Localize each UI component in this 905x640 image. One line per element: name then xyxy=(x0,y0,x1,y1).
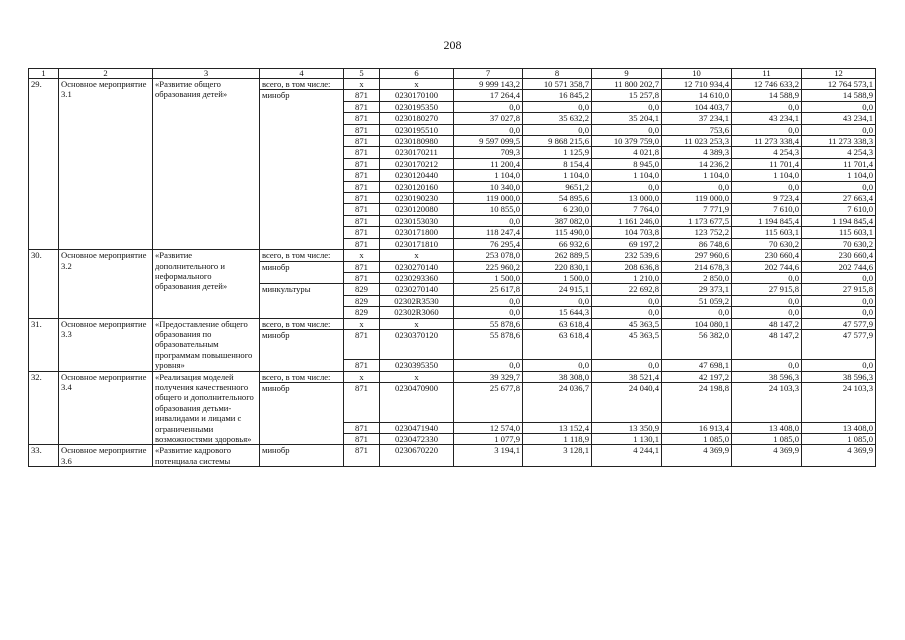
amount-cell: 1 104,0 xyxy=(523,170,592,181)
executor-label: минкультуры xyxy=(260,284,344,318)
amount-cell: 0,0 xyxy=(802,360,876,371)
amount-cell: 11 800 202,7 xyxy=(592,79,662,90)
budget-code: 0230120080 xyxy=(380,204,454,215)
amount-cell: 0,0 xyxy=(732,101,802,112)
amount-cell: 4 021,8 xyxy=(592,147,662,158)
grbs-code: 871 xyxy=(344,158,380,169)
amount-cell: 225 960,2 xyxy=(454,261,523,272)
amount-cell: 13 408,0 xyxy=(802,422,876,433)
amount-cell: 47 577,9 xyxy=(802,318,876,329)
amount-cell: 0,0 xyxy=(523,360,592,371)
grbs-code: 871 xyxy=(344,261,380,272)
amount-cell: 14 236,2 xyxy=(662,158,732,169)
grbs-code: 871 xyxy=(344,90,380,101)
amount-cell: 0,0 xyxy=(732,360,802,371)
amount-cell: 9 999 143,2 xyxy=(454,79,523,90)
amount-cell: 119 000,0 xyxy=(454,193,523,204)
amount-cell: 10 855,0 xyxy=(454,204,523,215)
amount-cell: 1 104,0 xyxy=(592,170,662,181)
grbs-code: 871 xyxy=(344,147,380,158)
executor-label: минобр xyxy=(260,382,344,444)
column-number: 1 xyxy=(29,69,59,79)
amount-cell: 9 597 099,5 xyxy=(454,136,523,147)
grbs-code: 871 xyxy=(344,238,380,249)
row-number: 30. xyxy=(29,250,59,318)
amount-cell: 54 895,6 xyxy=(523,193,592,204)
executor-label: всего, в том числе: xyxy=(260,250,344,261)
amount-cell: 38 596,3 xyxy=(732,371,802,382)
amount-cell: 24 040,4 xyxy=(592,382,662,422)
amount-cell: 0,0 xyxy=(802,101,876,112)
budget-code: 0230120440 xyxy=(380,170,454,181)
amount-cell: 3 194,1 xyxy=(454,445,523,467)
executor-label: всего, в том числе: xyxy=(260,79,344,90)
table-row xyxy=(29,371,876,382)
amount-cell: 45 363,5 xyxy=(592,329,662,359)
amount-cell: 0,0 xyxy=(523,295,592,306)
grbs-code: 871 xyxy=(344,272,380,283)
amount-cell: 230 660,4 xyxy=(732,250,802,261)
amount-cell: 0,0 xyxy=(592,360,662,371)
amount-cell: 1 130,1 xyxy=(592,434,662,445)
grbs-code: х xyxy=(344,371,380,382)
amount-cell: 104 080,1 xyxy=(662,318,732,329)
amount-cell: 27 915,8 xyxy=(802,284,876,295)
budget-code: 0230293360 xyxy=(380,272,454,283)
column-number-row xyxy=(29,69,876,79)
amount-cell: 1 085,0 xyxy=(732,434,802,445)
amount-cell: 1 104,0 xyxy=(662,170,732,181)
budget-code: 02302R3530 xyxy=(380,295,454,306)
event-name: Основное мероприятие 3.6 xyxy=(59,445,153,467)
amount-cell: 0,0 xyxy=(732,295,802,306)
budget-table xyxy=(28,68,876,467)
column-number: 9 xyxy=(592,69,662,79)
budget-code: 0230670220 xyxy=(380,445,454,467)
amount-cell: 24 036,7 xyxy=(523,382,592,422)
amount-cell: 0,0 xyxy=(454,215,523,226)
amount-cell: 47 577,9 xyxy=(802,329,876,359)
amount-cell: 70 630,2 xyxy=(732,238,802,249)
amount-cell: 1 104,0 xyxy=(732,170,802,181)
grbs-code: 829 xyxy=(344,284,380,295)
amount-cell: 38 521,4 xyxy=(592,371,662,382)
amount-cell: 37 027,8 xyxy=(454,113,523,124)
amount-cell: 118 247,4 xyxy=(454,227,523,238)
executor-label: минобр xyxy=(260,445,344,467)
amount-cell: 119 000,0 xyxy=(662,193,732,204)
amount-cell: 35 204,1 xyxy=(592,113,662,124)
amount-cell: 4 369,9 xyxy=(802,445,876,467)
amount-cell: 1 077,9 xyxy=(454,434,523,445)
budget-code: 0230370120 xyxy=(380,329,454,359)
amount-cell: 12 710 934,4 xyxy=(662,79,732,90)
amount-cell: 13 350,9 xyxy=(592,422,662,433)
amount-cell: 12 764 573,1 xyxy=(802,79,876,90)
amount-cell: 0,0 xyxy=(592,124,662,135)
column-number: 3 xyxy=(153,69,260,79)
amount-cell: 4 244,1 xyxy=(592,445,662,467)
amount-cell: 1 104,0 xyxy=(454,170,523,181)
amount-cell: 24 103,3 xyxy=(732,382,802,422)
grbs-code: 871 xyxy=(344,136,380,147)
amount-cell: 123 752,2 xyxy=(662,227,732,238)
grbs-code: 871 xyxy=(344,329,380,359)
budget-code: 0230180980 xyxy=(380,136,454,147)
amount-cell: 1 085,0 xyxy=(662,434,732,445)
program-name: «Развитие дополнительного и неформального образования детей» xyxy=(153,250,260,318)
budget-code: 0230153030 xyxy=(380,215,454,226)
column-number: 11 xyxy=(732,69,802,79)
amount-cell: 16 913,4 xyxy=(662,422,732,433)
program-name: «Развитие общего образования детей» xyxy=(153,79,260,250)
amount-cell: 7 764,0 xyxy=(592,204,662,215)
amount-cell: 14 588,9 xyxy=(732,90,802,101)
column-number: 7 xyxy=(454,69,523,79)
amount-cell: 25 677,8 xyxy=(454,382,523,422)
amount-cell: 0,0 xyxy=(592,307,662,318)
amount-cell: 9651,2 xyxy=(523,181,592,192)
grbs-code: 829 xyxy=(344,307,380,318)
amount-cell: 14 610,0 xyxy=(662,90,732,101)
amount-cell: 0,0 xyxy=(454,307,523,318)
column-number: 10 xyxy=(662,69,732,79)
column-number: 2 xyxy=(59,69,153,79)
grbs-code: 871 xyxy=(344,382,380,422)
event-name: Основное мероприятие 3.1 xyxy=(59,79,153,250)
amount-cell: 29 373,1 xyxy=(662,284,732,295)
amount-cell: 753,6 xyxy=(662,124,732,135)
amount-cell: 0,0 xyxy=(523,124,592,135)
column-number: 12 xyxy=(802,69,876,79)
amount-cell: 13 152,4 xyxy=(523,422,592,433)
grbs-code: 871 xyxy=(344,204,380,215)
table-row xyxy=(29,250,876,261)
amount-cell: 42 197,2 xyxy=(662,371,732,382)
amount-cell: 0,0 xyxy=(802,295,876,306)
amount-cell: 0,0 xyxy=(732,181,802,192)
amount-cell: 10 340,0 xyxy=(454,181,523,192)
executor-label: минобр xyxy=(260,261,344,284)
column-number: 6 xyxy=(380,69,454,79)
budget-code: 0230170211 xyxy=(380,147,454,158)
program-name: «Предоставление общего образования по образовательным программам повышенного уровня» xyxy=(153,318,260,371)
grbs-code: 871 xyxy=(344,193,380,204)
budget-code: 0230171810 xyxy=(380,238,454,249)
amount-cell: 115 603,1 xyxy=(802,227,876,238)
amount-cell: 232 539,6 xyxy=(592,250,662,261)
amount-cell: 115 490,0 xyxy=(523,227,592,238)
amount-cell: 208 636,8 xyxy=(592,261,662,272)
amount-cell: 214 678,3 xyxy=(662,261,732,272)
grbs-code: 871 xyxy=(344,445,380,467)
amount-cell: 0,0 xyxy=(454,360,523,371)
amount-cell: 11 701,4 xyxy=(802,158,876,169)
amount-cell: 8 154,4 xyxy=(523,158,592,169)
amount-cell: 387 082,0 xyxy=(523,215,592,226)
budget-code: 0230395350 xyxy=(380,360,454,371)
amount-cell: 4 254,3 xyxy=(732,147,802,158)
amount-cell: 63 618,4 xyxy=(523,318,592,329)
amount-cell: 9 868 215,6 xyxy=(523,136,592,147)
amount-cell: 6 230,0 xyxy=(523,204,592,215)
row-number: 32. xyxy=(29,371,59,445)
amount-cell: 48 147,2 xyxy=(732,329,802,359)
amount-cell: 1 194 845,4 xyxy=(732,215,802,226)
amount-cell: 1 500,0 xyxy=(523,272,592,283)
amount-cell: 63 618,4 xyxy=(523,329,592,359)
budget-code: 0230180270 xyxy=(380,113,454,124)
budget-code: 0230190230 xyxy=(380,193,454,204)
budget-code: 0230171800 xyxy=(380,227,454,238)
amount-cell: 9 723,4 xyxy=(732,193,802,204)
amount-cell: 1 161 246,0 xyxy=(592,215,662,226)
amount-cell: 14 588,9 xyxy=(802,90,876,101)
amount-cell: 7 771,9 xyxy=(662,204,732,215)
grbs-code: 871 xyxy=(344,124,380,135)
amount-cell: 0,0 xyxy=(662,307,732,318)
budget-code: х xyxy=(380,250,454,261)
amount-cell: 1 104,0 xyxy=(802,170,876,181)
amount-cell: 4 369,9 xyxy=(662,445,732,467)
amount-cell: 24 915,1 xyxy=(523,284,592,295)
amount-cell: 37 234,1 xyxy=(662,113,732,124)
amount-cell: 17 264,4 xyxy=(454,90,523,101)
grbs-code: х xyxy=(344,318,380,329)
amount-cell: 10 571 358,7 xyxy=(523,79,592,90)
amount-cell: 16 845,2 xyxy=(523,90,592,101)
amount-cell: 76 295,4 xyxy=(454,238,523,249)
amount-cell: 11 701,4 xyxy=(732,158,802,169)
event-name: Основное мероприятие 3.2 xyxy=(59,250,153,318)
row-number: 31. xyxy=(29,318,59,371)
amount-cell: 4 254,3 xyxy=(802,147,876,158)
amount-cell: 56 382,0 xyxy=(662,329,732,359)
grbs-code: 871 xyxy=(344,434,380,445)
amount-cell: 11 200,4 xyxy=(454,158,523,169)
amount-cell: 0,0 xyxy=(732,307,802,318)
amount-cell: 0,0 xyxy=(592,181,662,192)
amount-cell: 43 234,1 xyxy=(802,113,876,124)
budget-code: 0230120160 xyxy=(380,181,454,192)
program-name: «Реализация моделей получения качественного общего и дополнительного образования детьми-инвалидами и лицами с ограниченными возможностями здоровья» xyxy=(153,371,260,445)
amount-cell: 104 403,7 xyxy=(662,101,732,112)
budget-code: 0230471940 xyxy=(380,422,454,433)
page-number: 208 xyxy=(443,38,462,52)
amount-cell: 0,0 xyxy=(592,295,662,306)
amount-cell: 38 596,3 xyxy=(802,371,876,382)
program-name: «Развитие кадрового потенциала системы xyxy=(153,445,260,467)
amount-cell: 0,0 xyxy=(454,295,523,306)
amount-cell: 43 234,1 xyxy=(732,113,802,124)
amount-cell: 1 173 677,5 xyxy=(662,215,732,226)
grbs-code: х xyxy=(344,250,380,261)
amount-cell: 104 703,8 xyxy=(592,227,662,238)
grbs-code: х xyxy=(344,79,380,90)
amount-cell: 35 632,2 xyxy=(523,113,592,124)
amount-cell: 12 574,0 xyxy=(454,422,523,433)
amount-cell: 297 960,6 xyxy=(662,250,732,261)
amount-cell: 66 932,6 xyxy=(523,238,592,249)
amount-cell: 0,0 xyxy=(454,101,523,112)
executor-label: всего, в том числе: xyxy=(260,318,344,329)
amount-cell: 22 692,8 xyxy=(592,284,662,295)
amount-cell: 709,3 xyxy=(454,147,523,158)
column-number: 4 xyxy=(260,69,344,79)
amount-cell: 253 078,0 xyxy=(454,250,523,261)
budget-code: 0230472330 xyxy=(380,434,454,445)
amount-cell: 8 945,0 xyxy=(592,158,662,169)
grbs-code: 871 xyxy=(344,422,380,433)
amount-cell: 11 273 338,4 xyxy=(732,136,802,147)
amount-cell: 0,0 xyxy=(802,272,876,283)
amount-cell: 38 308,0 xyxy=(523,371,592,382)
amount-cell: 55 878,6 xyxy=(454,329,523,359)
amount-cell: 2 850,0 xyxy=(662,272,732,283)
amount-cell: 11 273 338,3 xyxy=(802,136,876,147)
budget-code: х xyxy=(380,371,454,382)
amount-cell: 25 617,8 xyxy=(454,284,523,295)
event-name: Основное мероприятие 3.3 xyxy=(59,318,153,371)
amount-cell: 86 748,6 xyxy=(662,238,732,249)
grbs-code: 871 xyxy=(344,101,380,112)
amount-cell: 13 000,0 xyxy=(592,193,662,204)
amount-cell: 262 889,5 xyxy=(523,250,592,261)
grbs-code: 871 xyxy=(344,227,380,238)
amount-cell: 3 128,1 xyxy=(523,445,592,467)
amount-cell: 0,0 xyxy=(523,101,592,112)
grbs-code: 871 xyxy=(344,181,380,192)
budget-code: х xyxy=(380,79,454,90)
amount-cell: 10 379 759,0 xyxy=(592,136,662,147)
amount-cell: 202 744,6 xyxy=(802,261,876,272)
amount-cell: 0,0 xyxy=(802,124,876,135)
grbs-code: 871 xyxy=(344,113,380,124)
amount-cell: 0,0 xyxy=(732,272,802,283)
budget-code: х xyxy=(380,318,454,329)
column-number: 8 xyxy=(523,69,592,79)
executor-label: минобр xyxy=(260,90,344,250)
amount-cell: 202 744,6 xyxy=(732,261,802,272)
amount-cell: 13 408,0 xyxy=(732,422,802,433)
amount-cell: 15 644,3 xyxy=(523,307,592,318)
amount-cell: 70 630,2 xyxy=(802,238,876,249)
amount-cell: 7 610,0 xyxy=(732,204,802,215)
amount-cell: 0,0 xyxy=(662,181,732,192)
budget-code: 0230170212 xyxy=(380,158,454,169)
amount-cell: 4 389,3 xyxy=(662,147,732,158)
amount-cell: 1 118,9 xyxy=(523,434,592,445)
budget-code: 02302R3060 xyxy=(380,307,454,318)
amount-cell: 55 878,6 xyxy=(454,318,523,329)
column-number: 5 xyxy=(344,69,380,79)
amount-cell: 0,0 xyxy=(802,181,876,192)
budget-code: 0230270140 xyxy=(380,284,454,295)
amount-cell: 47 698,1 xyxy=(662,360,732,371)
amount-cell: 0,0 xyxy=(802,307,876,318)
amount-cell: 1 194 845,4 xyxy=(802,215,876,226)
amount-cell: 11 023 253,3 xyxy=(662,136,732,147)
amount-cell: 24 103,3 xyxy=(802,382,876,422)
budget-code: 0230470900 xyxy=(380,382,454,422)
amount-cell: 27 663,4 xyxy=(802,193,876,204)
amount-cell: 230 660,4 xyxy=(802,250,876,261)
amount-cell: 115 603,1 xyxy=(732,227,802,238)
amount-cell: 220 830,1 xyxy=(523,261,592,272)
grbs-code: 829 xyxy=(344,295,380,306)
executor-label: всего, в том числе: xyxy=(260,371,344,382)
amount-cell: 4 369,9 xyxy=(732,445,802,467)
amount-cell: 48 147,2 xyxy=(732,318,802,329)
amount-cell: 1 125,9 xyxy=(523,147,592,158)
amount-cell: 15 257,8 xyxy=(592,90,662,101)
amount-cell: 12 746 633,2 xyxy=(732,79,802,90)
amount-cell: 0,0 xyxy=(592,101,662,112)
amount-cell: 51 059,2 xyxy=(662,295,732,306)
budget-code: 0230195350 xyxy=(380,101,454,112)
amount-cell: 0,0 xyxy=(454,124,523,135)
executor-label: минобр xyxy=(260,329,344,371)
table-row xyxy=(29,318,876,329)
table-row xyxy=(29,79,876,90)
row-number: 33. xyxy=(29,445,59,467)
amount-cell: 45 363,5 xyxy=(592,318,662,329)
grbs-code: 871 xyxy=(344,170,380,181)
row-number: 29. xyxy=(29,79,59,250)
budget-code: 0230270140 xyxy=(380,261,454,272)
amount-cell: 69 197,2 xyxy=(592,238,662,249)
amount-cell: 0,0 xyxy=(732,124,802,135)
amount-cell: 39 329,7 xyxy=(454,371,523,382)
amount-cell: 27 915,8 xyxy=(732,284,802,295)
amount-cell: 1 085,0 xyxy=(802,434,876,445)
budget-code: 0230195510 xyxy=(380,124,454,135)
amount-cell: 7 610,0 xyxy=(802,204,876,215)
amount-cell: 1 210,0 xyxy=(592,272,662,283)
amount-cell: 24 198,8 xyxy=(662,382,732,422)
event-name: Основное мероприятие 3.4 xyxy=(59,371,153,445)
budget-code: 0230170100 xyxy=(380,90,454,101)
grbs-code: 871 xyxy=(344,215,380,226)
amount-cell: 1 500,0 xyxy=(454,272,523,283)
grbs-code: 871 xyxy=(344,360,380,371)
table-row xyxy=(29,445,876,467)
